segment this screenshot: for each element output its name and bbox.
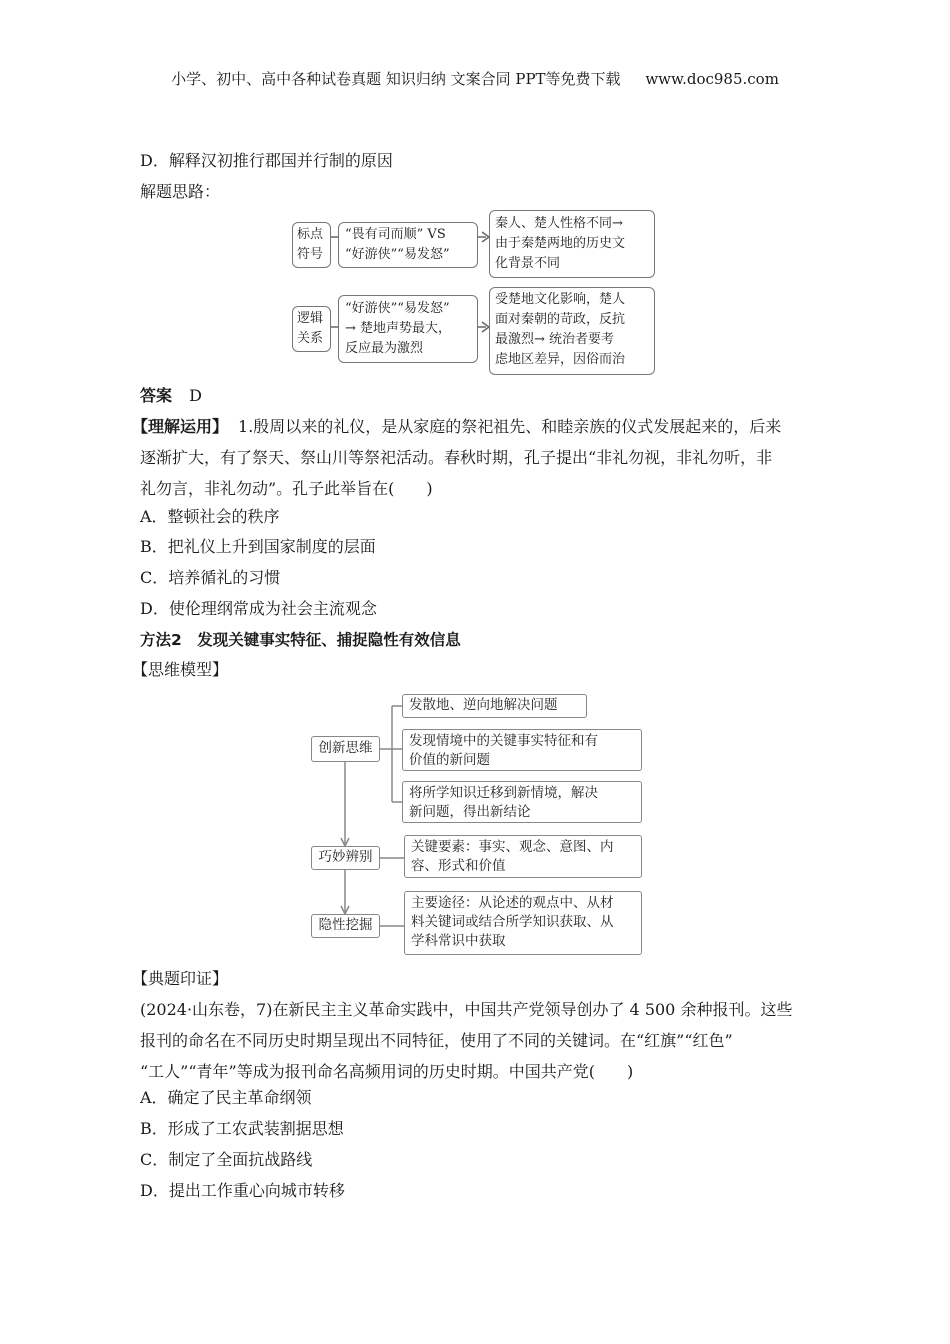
diagram2-box3: 将所学知识迁移到新情境，解决 新问题，得出新结论 <box>402 781 642 823</box>
answer-value: D <box>189 386 202 405</box>
thinking-model-heading: 【思维模型】 <box>132 660 229 679</box>
header-text: 小学、初中、高中各种试卷真题 知识归纳 文案合同 PPT等免费下载 <box>171 70 621 88</box>
node-innovative-thinking: 创新思维 <box>311 736 380 762</box>
diagram2-box1: 发散地、逆向地解决问题 <box>402 694 587 718</box>
q2-line: 报刊的命名在不同历史时期呈现出不同特征，使用了不同的关键词。在“红旗”“红色” <box>140 1031 733 1050</box>
node-clever-discrimination: 巧妙辨别 <box>311 846 380 870</box>
q1-line: 逐渐扩大，有了祭天、祭山川等祭祀活动。春秋时期，孔子提出“非礼勿视，非礼勿听，非 <box>140 448 773 467</box>
diagram1-row2-mid: “好游侠”“易发怒” → 楚地声势最大， 反应最为激烈 <box>338 295 478 363</box>
diagram2-box4: 关键要素：事实、观念、意图、内 容、形式和价值 <box>404 835 642 878</box>
q1-tag: 【理解运用】 <box>132 417 229 436</box>
diagram2-box2: 发现情境中的关键事实特征和有 价值的新问题 <box>402 729 642 771</box>
q1-option-b[interactable]: B．把礼仪上升到国家制度的层面 <box>140 537 376 556</box>
prev-option-d: D．解释汉初推行郡国并行制的原因 <box>140 151 393 170</box>
header-url: www.doc985.com <box>645 70 779 88</box>
q1-line: 礼勿言，非礼勿动”。孔子此举旨在( ) <box>140 479 433 498</box>
q2-line: (2024·山东卷，7)在新民主主义革命实践中，中国共产党领导创办了 4 500 余种报刊。这些 <box>140 1000 793 1019</box>
diagram2-box5: 主要途径：从论述的观点中、从材 料关键词或结合所学知识获取、从 学科常识中获取 <box>404 891 642 955</box>
diagram1-row1-right: 秦人、楚人性格不同→ 由于秦楚两地的历史文 化背景不同 <box>489 210 655 278</box>
answer-label: 答案 <box>140 386 173 405</box>
q1-option-c[interactable]: C．培养循礼的习惯 <box>140 568 281 587</box>
q2-option-b[interactable]: B．形成了工农武装割据思想 <box>140 1119 344 1138</box>
q1-option-d[interactable]: D．使伦理纲常成为社会主流观念 <box>140 599 377 618</box>
diagram1-row1-mid: “畏有司而顺” VS “好游侠”“易发怒” <box>338 222 478 268</box>
q2-option-a[interactable]: A．确定了民主革命纲领 <box>140 1088 312 1107</box>
diagram1-row2-label: 逻辑 关系 <box>292 306 331 352</box>
solution-label: 解题思路： <box>140 182 221 201</box>
diagram1-row2-right: 受楚地文化影响，楚人 面对秦朝的苛政，反抗 最激烈→ 统治者要考 虑地区差异，因俗而治 <box>489 287 655 375</box>
q2-option-c[interactable]: C．制定了全面抗战路线 <box>140 1150 313 1169</box>
diagram1-row1-label: 标点 符号 <box>292 222 331 268</box>
typical-heading: 【典题印证】 <box>132 969 229 988</box>
method2-heading: 方法2 发现关键事实特征、捕捉隐性有效信息 <box>140 631 461 649</box>
q2-line: “工人”“青年”等成为报刊命名高频用词的历史时期。中国共产党( ) <box>140 1062 634 1081</box>
q1-line: 1.殷周以来的礼仪，是从家庭的祭祀祖先、和睦亲族的仪式发展起来的，后来 <box>238 417 782 436</box>
q1-option-a[interactable]: A．整顿社会的秩序 <box>140 507 280 526</box>
q2-option-d[interactable]: D．提出工作重心向城市转移 <box>140 1181 345 1200</box>
question2 <box>140 994 830 1087</box>
node-hidden-mining: 隐性挖掘 <box>311 914 380 938</box>
